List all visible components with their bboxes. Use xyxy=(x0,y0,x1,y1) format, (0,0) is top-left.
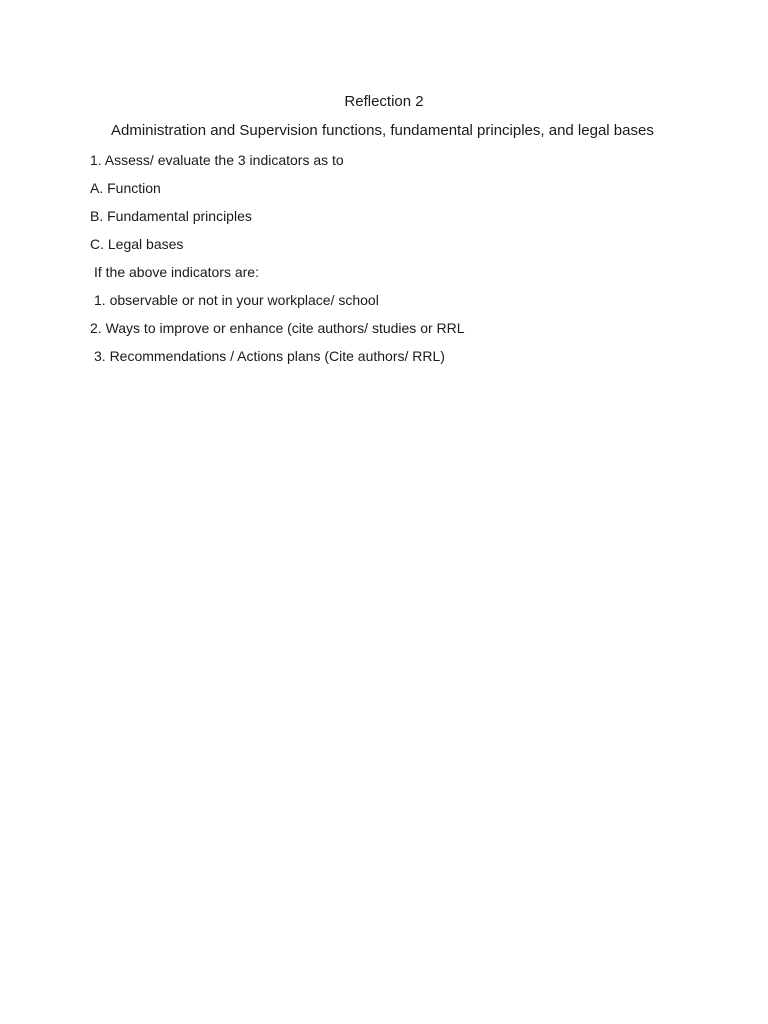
indicator-fundamental-principles: B. Fundamental principles xyxy=(90,208,252,224)
instruction-line: 1. Assess/ evaluate the 3 indicators as to xyxy=(90,152,344,168)
indicator-function: A. Function xyxy=(90,180,161,196)
indicator-legal-bases: C. Legal bases xyxy=(90,236,184,252)
criterion-ways-to-improve: 2. Ways to improve or enhance (cite authors/ studies or RRL xyxy=(90,320,465,336)
condition-line: If the above indicators are: xyxy=(94,264,259,280)
criterion-recommendations: 3. Recommendations / Actions plans (Cite authors/ RRL) xyxy=(94,348,445,364)
document-title: Reflection 2 xyxy=(344,93,424,110)
document-subtitle: Administration and Supervision functions, fundamental principles, and legal bases xyxy=(111,122,654,139)
criterion-observable: 1. observable or not in your workplace/ school xyxy=(94,292,379,308)
